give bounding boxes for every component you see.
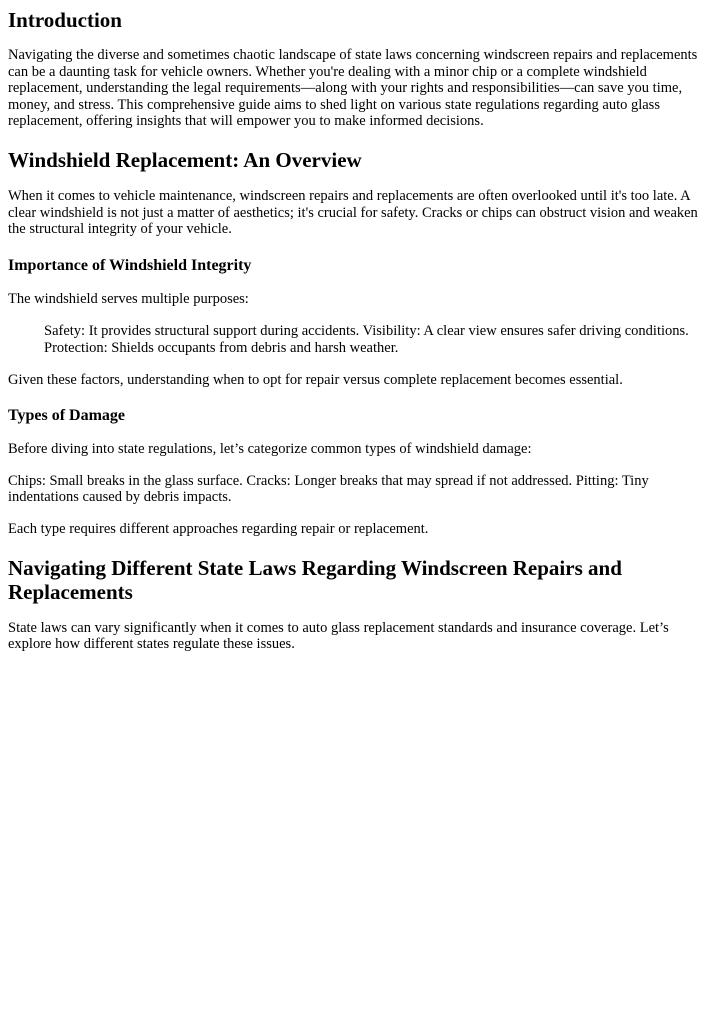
types-followup-paragraph: Each type requires different approaches regarding repair or replacement. <box>8 520 429 537</box>
list-item <box>44 323 712 356</box>
importance-list-text: Safety: It provides structural support during accidents. Visibility: A clear view ensures safer driving conditions. Protection: Shields occupants from debris and harsh weather. <box>44 323 689 356</box>
subheading-importance: Importance of Windshield Integrity <box>8 256 252 274</box>
overview-paragraph: When it comes to vehicle maintenance, windscreen repairs and replacements are often overlooked until it's too late. A clear windshield is not just a matter of aesthetics; it's crucial for safety. Cracks or chips can obstruct vision and weaken the structural integrity of your vehicle. <box>8 187 698 238</box>
section-heading-navigating-state-laws: Navigating Different State Laws Regarding Windscreen Repairs and Replacements <box>8 555 622 604</box>
navigating-paragraph: State laws can vary significantly when it comes to auto glass replacement standards and insurance coverage. Let’s explore how different states regulate these issues. <box>8 619 669 653</box>
subheading-types-of-damage: Types of Damage <box>8 407 126 425</box>
importance-paragraph: The windshield serves multiple purposes: <box>8 290 249 307</box>
importance-list <box>8 323 712 356</box>
types-intro-paragraph: Before diving into state regulations, let’s categorize common types of windshield damage: <box>8 441 532 458</box>
section-heading-introduction: Introduction <box>8 8 122 32</box>
section-heading-overview: Windshield Replacement: An Overview <box>8 147 362 172</box>
intro-paragraph: Navigating the diverse and sometimes chaotic landscape of state laws concerning windscreen repairs and replacements can be a daunting task for vehicle owners. Whether you're dealing with a minor chip or a complete windshield replacement, understanding the legal requirements—along with your rights and responsibilities—can save you time, money, and stress. This comprehensive guide aims to shed light on various state regulations regarding auto glass replacement, offering insights that will empower you to make informed decisions. <box>8 47 698 130</box>
importance-followup-paragraph: Given these factors, understanding when to opt for repair versus complete replacement becomes essential. <box>8 371 623 388</box>
document-page <box>0 8 720 653</box>
damage-types-paragraph: Chips: Small breaks in the glass surface. Cracks: Longer breaks that may spread if not addressed. Pitting: Tiny indentations caused by debris impacts. <box>8 472 649 506</box>
